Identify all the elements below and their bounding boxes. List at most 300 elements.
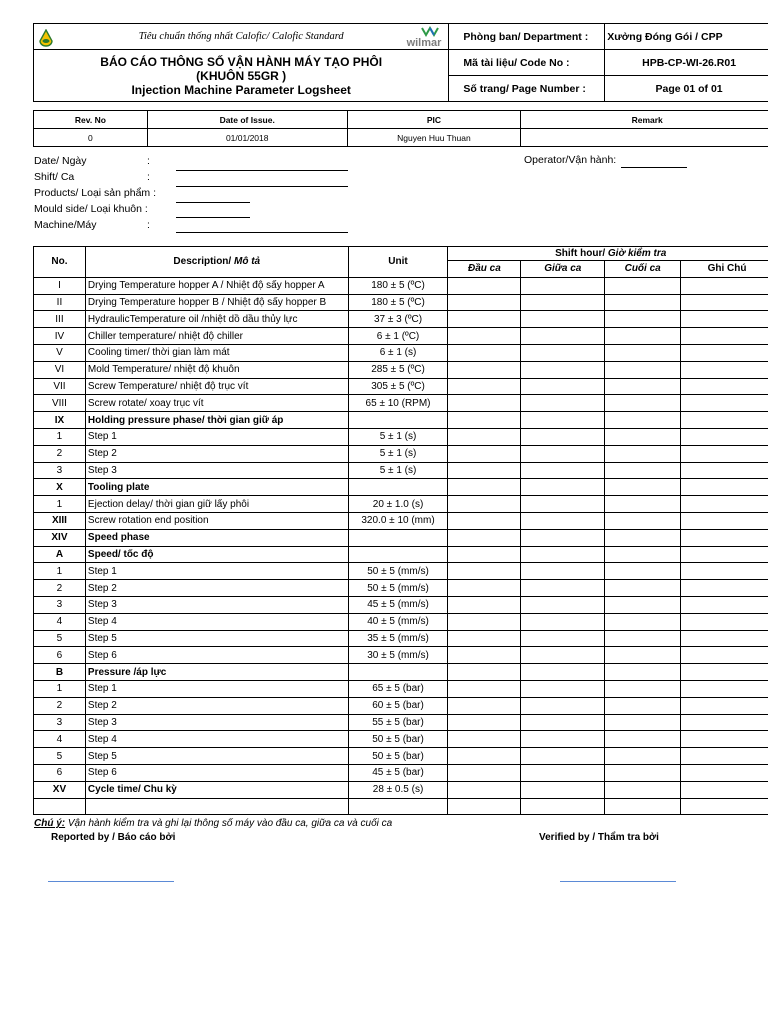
table-row [34,596,768,613]
products-label: Products/ Loại sản phẩm : [34,187,156,199]
table-row [34,529,768,546]
mid-shift-cell[interactable] [521,512,605,529]
pic-header: PIC [347,111,521,129]
col-note: Ghi Chú [681,261,768,278]
row-unit: 45 ± 5 (bar) [348,764,448,781]
title-mould: (KHUÔN 55GR ) [196,68,287,83]
reported-signature-line[interactable] [48,881,174,882]
start-shift-cell[interactable] [448,546,521,563]
note-cell[interactable] [681,294,768,311]
mid-shift-cell[interactable] [521,361,605,378]
start-shift-cell[interactable] [448,664,521,681]
end-shift-cell[interactable] [605,731,681,748]
shift-field[interactable] [176,186,348,187]
row-unit [348,664,448,681]
row-number: XV [34,781,86,798]
row-unit [348,529,448,546]
row-unit [348,798,448,815]
mid-shift-cell[interactable] [521,613,605,630]
row-description: Step 5 [85,630,348,647]
table-row [34,664,768,681]
row-number: 2 [34,445,86,462]
end-shift-cell[interactable] [605,462,681,479]
row-number: 1 [34,428,86,445]
end-shift-cell[interactable] [605,277,681,294]
end-shift-cell[interactable] [605,697,681,714]
row-number: 3 [34,596,86,613]
end-shift-cell[interactable] [605,294,681,311]
table-row [34,764,768,781]
mid-shift-cell[interactable] [521,798,605,815]
row-description: Screw rotation end position [85,512,348,529]
row-number: 3 [34,714,86,731]
shift-colon: : [147,171,150,183]
row-unit: 50 ± 5 (bar) [348,748,448,765]
mid-shift-cell[interactable] [521,596,605,613]
machine-colon: : [147,219,150,231]
operator-field[interactable] [621,167,687,168]
table-row [34,630,768,647]
row-unit: 65 ± 10 (RPM) [348,395,448,412]
desc-header-vi: Mô tả [233,256,261,268]
title-en: Injection Machine Parameter Logsheet [131,82,351,97]
note-cell[interactable] [681,664,768,681]
note-cell[interactable] [681,764,768,781]
end-shift-cell[interactable] [605,378,681,395]
table-row [34,546,768,563]
col-description-header [85,247,348,278]
products-field[interactable] [176,202,250,203]
note [34,818,392,829]
note-cell[interactable] [681,311,768,328]
row-unit: 65 ± 5 (bar) [348,680,448,697]
shift-header-vi: Giờ kiểm tra [607,248,667,259]
start-shift-cell[interactable] [448,764,521,781]
note-cell[interactable] [681,731,768,748]
col-unit-header: Unit [348,247,448,278]
start-shift-cell[interactable] [448,496,521,513]
row-unit: 20 ± 1.0 (s) [348,496,448,513]
row-number: VIII [34,395,86,412]
row-description: Step 3 [85,462,348,479]
row-description: Step 2 [85,697,348,714]
note-cell[interactable] [681,613,768,630]
row-description: Tooling plate [85,479,348,496]
row-number: 1 [34,680,86,697]
mid-shift-cell[interactable] [521,479,605,496]
row-description: Cycle time/ Chu kỳ [85,781,348,798]
mid-shift-cell[interactable] [521,529,605,546]
operator-label: Operator/Vận hành: [524,154,617,166]
table-row [34,613,768,630]
mid-shift-cell[interactable] [521,496,605,513]
note-cell[interactable] [681,277,768,294]
mid-shift-cell[interactable] [521,563,605,580]
row-description: Drying Temperature hopper A / Nhiệt độ sấy hopper A [85,277,348,294]
row-description: Step 3 [85,714,348,731]
end-shift-cell[interactable] [605,580,681,597]
table-row [34,647,768,664]
note-cell[interactable] [681,680,768,697]
table-row [34,412,768,429]
mid-shift-cell[interactable] [521,412,605,429]
end-shift-cell[interactable] [605,395,681,412]
table-row [34,563,768,580]
end-shift-cell[interactable] [605,311,681,328]
note-cell[interactable] [681,798,768,815]
mid-shift-cell[interactable] [521,748,605,765]
row-number: 6 [34,764,86,781]
start-shift-cell[interactable] [448,781,521,798]
start-shift-cell[interactable] [448,647,521,664]
row-unit [348,479,448,496]
code-label: Mã tài liệu/ Code No : [449,50,605,76]
row-number: 1 [34,496,86,513]
row-unit: 40 ± 5 (mm/s) [348,613,448,630]
table-row [34,428,768,445]
start-shift-cell[interactable] [448,378,521,395]
row-number: B [34,664,86,681]
start-shift-cell[interactable] [448,395,521,412]
end-shift-cell[interactable] [605,445,681,462]
row-unit: 5 ± 1 (s) [348,462,448,479]
note-cell[interactable] [681,529,768,546]
reported-by-label: Reported by / Báo cáo bởi [51,832,176,843]
start-shift-cell[interactable] [448,714,521,731]
row-description: Step 6 [85,764,348,781]
mid-shift-cell[interactable] [521,294,605,311]
row-description: Mold Temperature/ nhiệt độ khuôn [85,361,348,378]
note-cell[interactable] [681,781,768,798]
row-number: V [34,344,86,361]
note-cell[interactable] [681,697,768,714]
parameter-rows [34,277,768,815]
note-cell[interactable] [681,378,768,395]
table-row [34,798,768,815]
mid-shift-cell[interactable] [521,344,605,361]
row-number: II [34,294,86,311]
row-unit: 6 ± 1 (ºC) [348,328,448,345]
department-value: Xưởng Đóng Gói / CPP [605,24,768,50]
start-shift-cell[interactable] [448,277,521,294]
table-row [34,378,768,395]
row-number: 4 [34,731,86,748]
parameter-table [33,246,768,815]
row-unit: 180 ± 5 (ºC) [348,277,448,294]
row-description: Step 4 [85,731,348,748]
date-issue-value: 01/01/2018 [147,129,347,147]
row-unit: 180 ± 5 (ºC) [348,294,448,311]
row-description: Step 2 [85,580,348,597]
date-issue-header: Date of Issue. [147,111,347,129]
end-shift-cell[interactable] [605,764,681,781]
table-row [34,697,768,714]
end-shift-cell[interactable] [605,647,681,664]
end-shift-cell[interactable] [605,361,681,378]
row-number: 4 [34,613,86,630]
end-shift-cell[interactable] [605,680,681,697]
end-shift-cell[interactable] [605,412,681,429]
end-shift-cell[interactable] [605,529,681,546]
row-description: Chiller temperature/ nhiệt độ chiller [85,328,348,345]
note-cell[interactable] [681,630,768,647]
end-shift-cell[interactable] [605,613,681,630]
note-cell[interactable] [681,496,768,513]
row-description: Ejection delay/ thời gian giữ lấy phôi [85,496,348,513]
table-row [34,277,768,294]
row-unit: 5 ± 1 (s) [348,428,448,445]
col-no-header: No. [34,247,86,278]
table-row [34,445,768,462]
note-cell[interactable] [681,344,768,361]
row-unit: 50 ± 5 (mm/s) [348,563,448,580]
row-description: Speed phase [85,529,348,546]
note-cell[interactable] [681,714,768,731]
row-number: XIV [34,529,86,546]
mid-shift-cell[interactable] [521,546,605,563]
start-shift-cell[interactable] [448,613,521,630]
mid-shift-cell[interactable] [521,697,605,714]
end-shift-cell[interactable] [605,781,681,798]
mid-shift-cell[interactable] [521,764,605,781]
table-row [34,580,768,597]
shift-header-en: Shift hour/ [555,248,608,259]
table-row [34,361,768,378]
row-number: 3 [34,462,86,479]
page-label: Số trang/ Page Number : [449,76,605,102]
start-shift-cell[interactable] [448,529,521,546]
start-shift-cell[interactable] [448,630,521,647]
mid-shift-cell[interactable] [521,680,605,697]
row-description: Step 1 [85,428,348,445]
code-value: HPB-CP-WI-26.R01 [605,50,768,76]
note-cell[interactable] [681,546,768,563]
row-description: Step 6 [85,647,348,664]
row-description: Step 5 [85,748,348,765]
remark-header: Remark [521,111,768,129]
start-shift-cell[interactable] [448,445,521,462]
row-number: A [34,546,86,563]
row-number: 2 [34,580,86,597]
start-shift-cell[interactable] [448,748,521,765]
note-cell[interactable] [681,361,768,378]
row-description [85,798,348,815]
end-shift-cell[interactable] [605,479,681,496]
note-label: Chú ý: [34,818,66,829]
rev-no-header: Rev. No [34,111,148,129]
note-cell[interactable] [681,428,768,445]
row-number: VI [34,361,86,378]
start-shift-cell[interactable] [448,462,521,479]
note-cell[interactable] [681,563,768,580]
title-vi: BÁO CÁO THÔNG SỐ VẬN HÀNH MÁY TẠO PHÔI [100,54,383,69]
mid-shift-cell[interactable] [521,580,605,597]
start-shift-cell[interactable] [448,344,521,361]
page-value: Page 01 of 01 [605,76,768,102]
date-colon: : [147,155,150,167]
start-shift-cell[interactable] [448,731,521,748]
row-description: Step 1 [85,680,348,697]
start-shift-cell[interactable] [448,798,521,815]
row-description: Speed/ tốc độ [85,546,348,563]
row-description: Screw Temperature/ nhiệt độ trục vít [85,378,348,395]
machine-field[interactable] [176,232,348,233]
note-cell[interactable] [681,479,768,496]
mid-shift-cell[interactable] [521,395,605,412]
row-number: 5 [34,748,86,765]
calofic-logo-icon [38,29,54,50]
wilmar-logo-text: wilmar [406,37,442,48]
report-title [34,50,449,102]
row-number: 6 [34,647,86,664]
pic-value: Nguyen Huu Thuan [347,129,521,147]
end-shift-cell[interactable] [605,496,681,513]
remark-value [521,129,768,147]
verified-signature-line[interactable] [560,881,676,882]
row-unit: 320.0 ± 10 (mm) [348,512,448,529]
mid-shift-cell[interactable] [521,630,605,647]
row-unit: 305 ± 5 (ºC) [348,378,448,395]
row-number: XIII [34,512,86,529]
col-mid-shift: Giữa ca [521,261,605,278]
table-row [34,344,768,361]
table-row [34,462,768,479]
document-header [33,23,768,102]
note-cell[interactable] [681,462,768,479]
end-shift-cell[interactable] [605,328,681,345]
row-description: Step 1 [85,563,348,580]
start-shift-cell[interactable] [448,563,521,580]
mould-label: Mould side/ Loại khuôn : [34,203,148,215]
note-cell[interactable] [681,412,768,429]
table-row [34,496,768,513]
mid-shift-cell[interactable] [521,311,605,328]
end-shift-cell[interactable] [605,798,681,815]
note-cell[interactable] [681,328,768,345]
row-number: VII [34,378,86,395]
start-shift-cell[interactable] [448,294,521,311]
note-cell[interactable] [681,596,768,613]
table-row [34,748,768,765]
row-number: I [34,277,86,294]
row-unit: 45 ± 5 (mm/s) [348,596,448,613]
row-unit: 35 ± 5 (mm/s) [348,630,448,647]
end-shift-cell[interactable] [605,748,681,765]
shift-label: Shift/ Ca [34,171,75,183]
end-shift-cell[interactable] [605,664,681,681]
end-shift-cell[interactable] [605,630,681,647]
mid-shift-cell[interactable] [521,428,605,445]
standard-text: Tiêu chuẩn thống nhất Calofic/ Calofic Standard [138,31,344,42]
wilmar-logo [404,26,444,51]
end-shift-cell[interactable] [605,714,681,731]
mid-shift-cell[interactable] [521,328,605,345]
start-shift-cell[interactable] [448,680,521,697]
mid-shift-cell[interactable] [521,462,605,479]
table-row [34,714,768,731]
start-shift-cell[interactable] [448,311,521,328]
end-shift-cell[interactable] [605,563,681,580]
department-label: Phòng ban/ Department : [449,24,605,50]
row-number: 2 [34,697,86,714]
desc-header-en: Description/ [173,256,234,268]
start-shift-cell[interactable] [448,328,521,345]
note-cell[interactable] [681,445,768,462]
row-unit: 30 ± 5 (mm/s) [348,647,448,664]
start-shift-cell[interactable] [448,428,521,445]
end-shift-cell[interactable] [605,344,681,361]
mid-shift-cell[interactable] [521,731,605,748]
row-unit: 37 ± 3 (ºC) [348,311,448,328]
table-row [34,328,768,345]
table-row [34,680,768,697]
mid-shift-cell[interactable] [521,781,605,798]
mould-field[interactable] [176,217,250,218]
table-row [34,731,768,748]
standard-cell [34,24,449,50]
note-cell[interactable] [681,512,768,529]
row-number: IV [34,328,86,345]
machine-label: Machine/Máy [34,219,97,231]
note-cell[interactable] [681,647,768,664]
row-description: Step 2 [85,445,348,462]
note-cell[interactable] [681,580,768,597]
row-description: Step 4 [85,613,348,630]
start-shift-cell[interactable] [448,412,521,429]
row-description: Screw rotate/ xoay trục vít [85,395,348,412]
mid-shift-cell[interactable] [521,647,605,664]
row-number: X [34,479,86,496]
note-cell[interactable] [681,395,768,412]
table-row [34,781,768,798]
end-shift-cell[interactable] [605,546,681,563]
shift-hour-header [448,247,768,261]
table-row [34,512,768,529]
col-start-shift: Đầu ca [448,261,521,278]
start-shift-cell[interactable] [448,697,521,714]
start-shift-cell[interactable] [448,596,521,613]
col-end-shift: Cuối ca [605,261,681,278]
row-unit: 60 ± 5 (bar) [348,697,448,714]
row-unit: 285 ± 5 (ºC) [348,361,448,378]
row-description: Pressure /áp lực [85,664,348,681]
end-shift-cell[interactable] [605,512,681,529]
row-number: III [34,311,86,328]
start-shift-cell[interactable] [448,512,521,529]
rev-no-value: 0 [34,129,148,147]
start-shift-cell[interactable] [448,361,521,378]
table-row [34,311,768,328]
mid-shift-cell[interactable] [521,664,605,681]
note-cell[interactable] [681,748,768,765]
start-shift-cell[interactable] [448,580,521,597]
mid-shift-cell[interactable] [521,378,605,395]
mid-shift-cell[interactable] [521,714,605,731]
row-unit [348,412,448,429]
revision-table [33,110,768,147]
end-shift-cell[interactable] [605,596,681,613]
table-row [34,395,768,412]
start-shift-cell[interactable] [448,479,521,496]
end-shift-cell[interactable] [605,428,681,445]
verified-by-label: Verified by / Thẩm tra bởi [539,832,659,843]
date-label: Date/ Ngày [34,155,87,167]
table-row [34,479,768,496]
mid-shift-cell[interactable] [521,277,605,294]
row-unit: 5 ± 1 (s) [348,445,448,462]
mid-shift-cell[interactable] [521,445,605,462]
date-field[interactable] [176,170,348,171]
